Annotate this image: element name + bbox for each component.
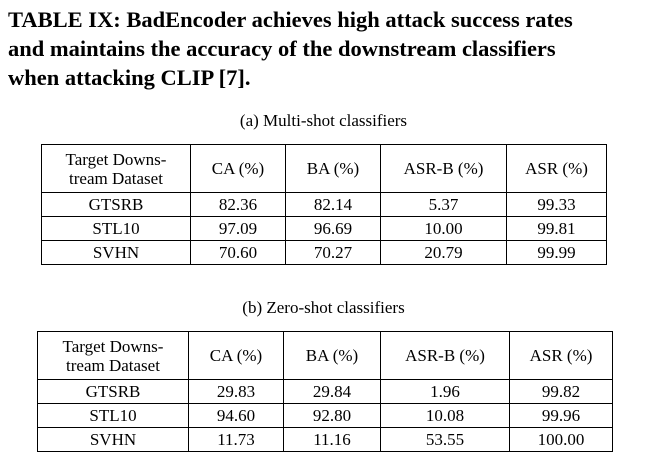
cell-ca: 70.60 [191,241,286,265]
table-row [42,217,607,241]
cell-asr-b: 5.37 [381,193,507,217]
header-dataset-line-1: Target Downs- [65,149,167,169]
header-ca: CA (%) [189,332,284,380]
cell-ba: 96.69 [286,217,381,241]
subcaption-zero-shot: (b) Zero-shot classifiers [242,298,405,317]
cell-asr-b: 10.08 [381,404,510,428]
cell-ca: 97.09 [191,217,286,241]
cell-asr: 99.96 [510,404,613,428]
header-ca: CA (%) [191,145,286,193]
header-asr: ASR (%) [507,145,607,193]
cell-ca: 11.73 [189,428,284,452]
table-header-row [38,332,613,380]
table-row [42,241,607,265]
cell-ca: 82.36 [191,193,286,217]
caption-line-1: TABLE IX: BadEncoder achieves high attack success rates [8,7,573,32]
header-dataset [38,332,189,380]
cell-asr-b: 1.96 [381,380,510,404]
table-row [38,380,613,404]
header-dataset-line-2: tream Dataset [66,355,160,375]
cell-ba: 70.27 [286,241,381,265]
cell-ca: 94.60 [189,404,284,428]
cell-dataset: STL10 [38,404,189,428]
cell-ba: 82.14 [286,193,381,217]
zero-shot-table [37,331,613,452]
cell-dataset: SVHN [38,428,189,452]
cell-asr: 99.81 [507,217,607,241]
subcaption-multi-shot: (a) Multi-shot classifiers [239,111,408,130]
cell-ba: 29.84 [284,380,381,404]
cell-dataset: GTSRB [38,380,189,404]
header-dataset-line-1: Target Downs- [62,336,164,356]
header-asr-b: ASR-B (%) [381,145,507,193]
header-asr-b: ASR-B (%) [381,332,510,380]
header-ba: BA (%) [284,332,381,380]
header-dataset-line-2: tream Dataset [69,168,163,188]
cell-asr: 100.00 [510,428,613,452]
cell-dataset: STL10 [42,217,191,241]
table-row [38,404,613,428]
header-asr: ASR (%) [510,332,613,380]
caption-line-2: and maintains the accuracy of the downstream classifiers [8,36,556,61]
cell-ba: 11.16 [284,428,381,452]
cell-asr: 99.99 [507,241,607,265]
cell-asr: 99.82 [510,380,613,404]
table-caption [8,5,640,92]
cell-asr-b: 20.79 [381,241,507,265]
caption-line-3: when attacking CLIP [7]. [8,65,251,90]
table-row [42,193,607,217]
cell-ca: 29.83 [189,380,284,404]
table-header-row [42,145,607,193]
header-dataset [42,145,191,193]
cell-dataset: SVHN [42,241,191,265]
cell-asr-b: 53.55 [381,428,510,452]
header-ba: BA (%) [286,145,381,193]
multi-shot-table [41,144,607,265]
cell-asr-b: 10.00 [381,217,507,241]
table-row [38,428,613,452]
cell-dataset: GTSRB [42,193,191,217]
cell-ba: 92.80 [284,404,381,428]
cell-asr: 99.33 [507,193,607,217]
